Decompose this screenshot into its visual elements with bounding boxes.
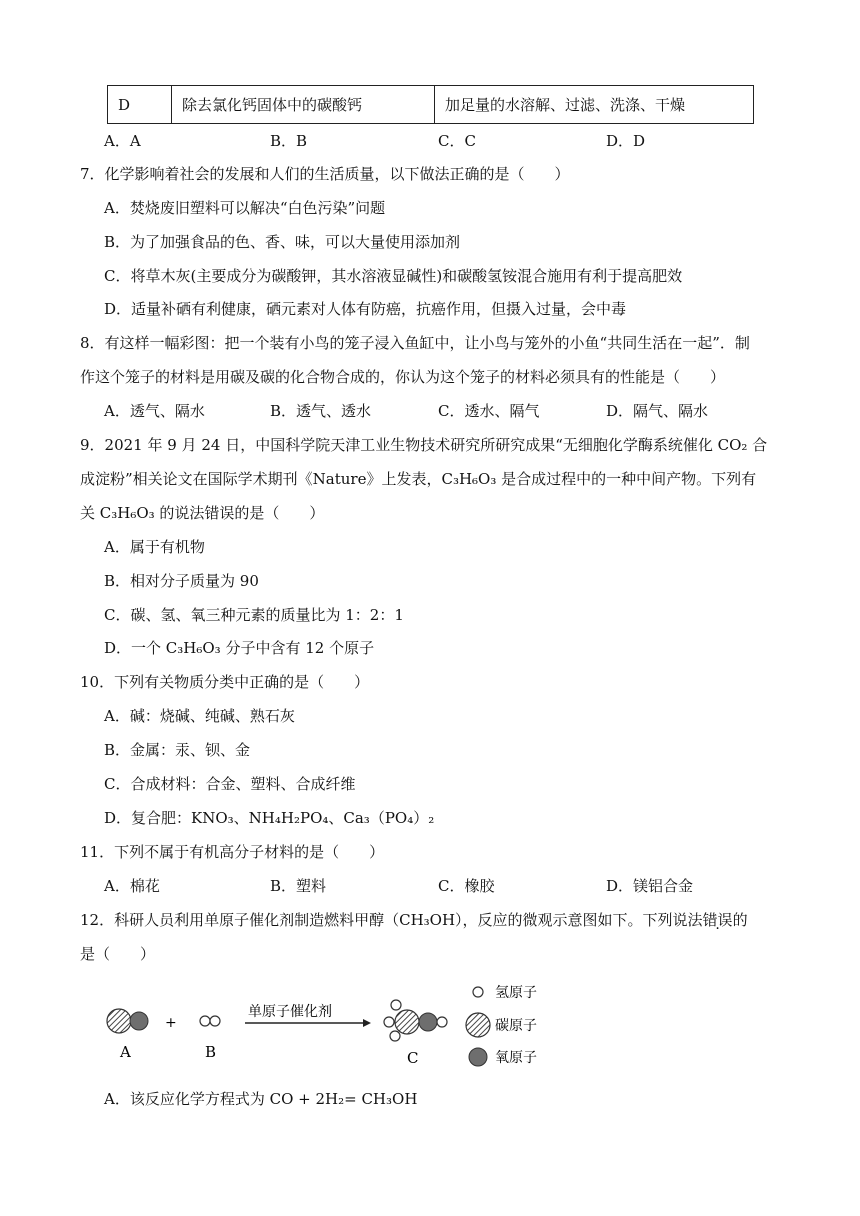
q12-emphasis-wrong: 错误 bbox=[702, 911, 733, 929]
label-a: A bbox=[120, 1043, 131, 1061]
q9-stem-line2: 成淀粉”相关论文在国际学术期刊《Nature》上发表，C₃H₆O₃ 是合成过程中的一种中间产物。下列有 bbox=[80, 470, 757, 488]
legend-hydrogen: 氢原子 bbox=[495, 985, 537, 1001]
q9-option-a: A．属于有机物 bbox=[104, 538, 205, 556]
q7-option-d: D．适量补硒有利健康，硒元素对人体有防癌，抗癌作用，但摄入过量，会中毒 bbox=[104, 300, 627, 318]
q8-option-d: D．隔气、隔水 bbox=[606, 402, 709, 420]
oxygen-atom-icon bbox=[469, 1048, 487, 1066]
q11-option-a: A．棉花 bbox=[104, 877, 160, 895]
q6-option-b: B．B bbox=[270, 132, 308, 150]
reaction-arrow-icon bbox=[245, 1019, 371, 1027]
q10-option-d: D．复合肥：KNO₃、NH₄H₂PO₄、Ca₃（PO₄）₂ bbox=[104, 809, 435, 827]
molecule-h2-icon bbox=[200, 1016, 220, 1026]
hydrogen-atom-icon bbox=[473, 987, 483, 997]
q10-stem: 10．下列有关物质分类中正确的是（ ） bbox=[80, 673, 370, 691]
q8-option-c: C．透水、隔气 bbox=[438, 402, 540, 420]
q11-option-b: B．塑料 bbox=[270, 877, 327, 895]
label-c: C bbox=[407, 1049, 419, 1067]
q7-option-a: A．焚烧废旧塑料可以解决“白色污染”问题 bbox=[104, 199, 386, 217]
table-cell-option: D bbox=[108, 86, 172, 124]
q10-option-a: A．碱：烧碱、纯碱、熟石灰 bbox=[104, 707, 295, 725]
q11-option-c: C．橡胶 bbox=[438, 877, 495, 895]
q7-option-b: B．为了加强食品的色、香、味，可以大量使用添加剂 bbox=[104, 233, 461, 251]
q9-option-b: B．相对分子质量为 90 bbox=[104, 572, 259, 590]
q9-stem-line1: 9．2021 年 9 月 24 日，中国科学院天津工业生物技术研究所研究成果“无细胞化学酶系统催化 CO₂ 合 bbox=[80, 436, 768, 454]
q12-stem-part1: 12．科研人员利用单原子催化剂制造燃料甲醇（CH₃OH），反应的微观示意图如下。下列说法 bbox=[80, 911, 703, 929]
q12-stem-part3: 的 bbox=[732, 911, 748, 929]
q12-stem-line2: 是（ ） bbox=[80, 945, 156, 963]
answer-table bbox=[107, 85, 754, 124]
plus-sign: + bbox=[165, 1015, 177, 1031]
q10-option-b: B．金属：汞、钡、金 bbox=[104, 741, 251, 759]
q8-stem-line2: 作这个笼子的材料是用碳及碳的化合物合成的，你认为这个笼子的材料必须具有的性能是（ ） bbox=[80, 368, 726, 386]
carbon-atom-icon bbox=[466, 1013, 490, 1037]
table-cell-purpose: 除去氯化钙固体中的碳酸钙 bbox=[172, 86, 435, 124]
molecule-co-icon bbox=[107, 1009, 148, 1033]
q9-stem-line3: 关 C₃H₆O₃ 的说法错误的是（ ） bbox=[80, 504, 325, 522]
q7-stem: 7．化学影响着社会的发展和人们的生活质量，以下做法正确的是（ ） bbox=[80, 165, 570, 183]
q10-option-c: C．合成材料：合金、塑料、合成纤维 bbox=[104, 775, 356, 793]
arrow-label: 单原子催化剂 bbox=[248, 1004, 332, 1020]
table-cell-method: 加足量的水溶解、过滤、洗涤、干燥 bbox=[435, 86, 754, 124]
q12-option-a: A．该反应化学方程式为 CO + 2H₂= CH₃OH bbox=[104, 1090, 418, 1108]
q8-stem-line1: 8．有这样一幅彩图：把一个装有小鸟的笼子浸入鱼缸中，让小鸟与笼外的小鱼“共同生活在一起”．制 bbox=[80, 334, 750, 352]
q11-option-d: D．镁铝合金 bbox=[606, 877, 694, 895]
q7-option-c: C．将草木灰(主要成分为碳酸钾，其水溶液显碱性)和碳酸氢铵混合施用有利于提高肥效 bbox=[104, 267, 683, 285]
q6-option-d: D．D bbox=[606, 132, 646, 150]
q12-stem-line1 bbox=[80, 910, 748, 930]
molecule-ch3oh-icon bbox=[384, 1000, 447, 1041]
q6-option-c: C．C bbox=[438, 132, 476, 150]
q8-option-a: A．透气、隔水 bbox=[104, 402, 205, 420]
q9-option-c: C．碳、氢、氧三种元素的质量比为 1：2：1 bbox=[104, 606, 404, 624]
reaction-diagram bbox=[95, 978, 565, 1078]
table-row bbox=[108, 86, 754, 124]
legend bbox=[466, 985, 537, 1066]
q9-option-d: D．一个 C₃H₆O₃ 分子中含有 12 个原子 bbox=[104, 639, 375, 657]
legend-oxygen: 氧原子 bbox=[495, 1050, 537, 1066]
label-b: B bbox=[205, 1043, 217, 1061]
q6-option-a: A．A bbox=[104, 132, 141, 150]
legend-carbon: 碳原子 bbox=[495, 1018, 537, 1034]
q8-option-b: B．透气、透水 bbox=[270, 402, 372, 420]
q11-stem: 11．下列不属于有机高分子材料的是（ ） bbox=[80, 843, 385, 861]
